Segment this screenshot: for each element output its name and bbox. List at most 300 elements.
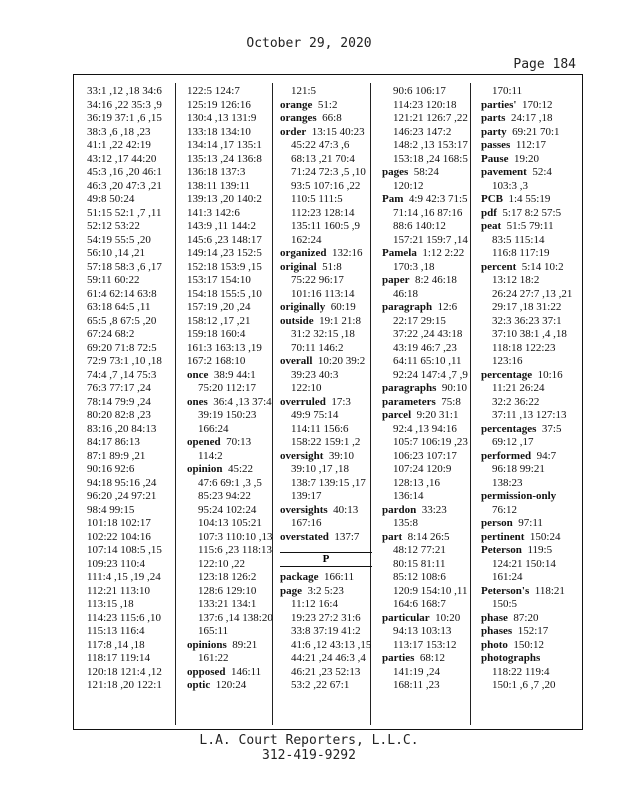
index-refs-line: 75:20 112:17: [198, 382, 256, 394]
index-refs-line: 154:18 155:5 ,10: [187, 287, 262, 300]
index-term: performed: [481, 449, 532, 462]
index-refs-line: 90:6 106:17: [393, 85, 446, 97]
index-refs-line: 109:23 110:4: [87, 557, 145, 570]
index-refs: 120:24: [215, 679, 247, 691]
index-refs-line: 85:23 94:22: [198, 490, 251, 502]
index-entry: [280, 531, 375, 545]
index-term: pages: [382, 166, 409, 178]
index-refs-line: 105:7 106:19 ,23: [393, 436, 468, 448]
word-index-box: [73, 74, 583, 730]
index-column-4: [382, 85, 477, 693]
index-refs-line: 96:18 99:21: [492, 463, 545, 475]
index-refs-line: 153:18 ,24 168:5: [393, 152, 468, 165]
index-entry: [382, 396, 477, 410]
index-refs-line: 87:1 89:9 ,21: [87, 449, 146, 462]
index-refs: 5:14 10:2: [521, 260, 564, 273]
index-refs-line: 74:4 ,7 ,14 75:3: [87, 368, 157, 381]
index-term: overstated: [280, 530, 329, 543]
index-refs-line: 83:5 115:14: [492, 233, 545, 246]
index-term: Pam: [382, 193, 404, 205]
index-term: parties: [382, 652, 415, 664]
index-term: part: [382, 530, 403, 543]
index-refs-line: 118:17 119:14: [87, 652, 151, 664]
index-refs-line: 92:24 147:4 ,7 ,9: [393, 368, 468, 381]
index-refs-line: 37:22 ,24 43:18: [393, 328, 463, 340]
index-refs-line: 69:12 ,17: [492, 436, 534, 448]
index-refs-line: 141:3 142:6: [187, 206, 240, 219]
index-refs-line: 64:11 65:10 ,11: [393, 355, 462, 367]
index-refs-line: 137:6 ,14 138:20: [198, 611, 273, 624]
page-number: Page 184: [513, 57, 576, 72]
index-refs: 39:10: [328, 449, 354, 462]
index-refs-line: 158:22 159:1 ,2: [291, 436, 361, 448]
index-refs-line: 76:3 77:17 ,24: [87, 382, 151, 394]
index-refs-line: 170:3 ,18: [393, 260, 435, 273]
index-term: pdf: [481, 206, 497, 219]
index-entry: [481, 450, 576, 464]
index-refs: 137:7: [334, 530, 360, 543]
index-refs-line: 125:19 126:16: [187, 98, 251, 111]
index-term: Peterson's: [481, 584, 530, 597]
index-entry: [280, 450, 375, 464]
index-refs: 1:12 2:22: [422, 247, 465, 259]
index-refs-line: 71:14 ,16 87:16: [393, 206, 463, 219]
index-refs-line: 13:12 18:2: [492, 274, 540, 286]
index-entry: [382, 274, 477, 288]
index-refs: 5:17 8:2 57:5: [502, 206, 562, 219]
index-entry: [481, 126, 576, 140]
index-refs-line: 167:16: [291, 517, 322, 529]
index-refs: 51:5 79:11: [506, 220, 554, 232]
index-refs-line: 114:11 156:6: [291, 422, 349, 435]
index-refs-line: 111:4 ,15 ,19 ,24: [87, 571, 161, 583]
index-refs-line: 65:5 ,8 67:5 ,20: [87, 314, 157, 327]
index-refs: 4:9 42:3 71:5: [408, 193, 468, 205]
index-entry: [481, 166, 576, 180]
index-refs: 10:20 39:2: [317, 355, 366, 367]
index-refs-line: 161:3 163:13 ,19: [187, 341, 262, 354]
index-refs-line: 34:16 ,22 35:3 ,9: [87, 98, 162, 111]
index-term: opinion: [187, 463, 223, 475]
court-reporter-phone: 312-419-9292: [262, 748, 356, 763]
index-refs: 10:20: [435, 611, 461, 624]
index-refs: 19:1 21:8: [319, 314, 361, 327]
index-entry: [280, 355, 375, 369]
index-refs-line: 148:2 ,13 153:17: [393, 139, 468, 151]
index-refs-line: 110:5 111:5: [291, 193, 343, 205]
index-entry: [481, 652, 576, 666]
index-refs-line: 80:20 82:8 ,23: [87, 409, 151, 421]
index-refs-line: 78:14 79:9 ,24: [87, 395, 151, 408]
index-refs-line: 37:11 ,13 127:13: [492, 409, 567, 421]
index-term: photographs: [481, 652, 541, 664]
index-term: order: [280, 125, 307, 138]
index-refs-line: 106:23 107:17: [393, 449, 457, 462]
index-refs-line: 67:24 68:2: [87, 328, 135, 340]
index-term: oranges: [280, 112, 317, 124]
index-refs-line: 56:10 ,14 ,21: [87, 247, 146, 259]
index-refs-line: 136:14: [393, 490, 424, 502]
index-term: once: [187, 368, 209, 381]
index-entry: [280, 261, 375, 275]
index-refs: 9:20 31:1: [416, 409, 459, 421]
index-term: overruled: [280, 395, 326, 408]
index-refs-line: 104:13 105:21: [198, 517, 262, 529]
index-entry: [481, 99, 576, 113]
index-refs-line: 76:12: [492, 503, 518, 516]
index-term: pertinent: [481, 530, 525, 543]
index-term: paragraphs: [382, 382, 437, 394]
index-entry: [382, 531, 477, 545]
index-refs: 38:9 44:1: [213, 368, 256, 381]
index-entry: [382, 301, 477, 315]
index-refs-line: 101:18 102:17: [87, 517, 151, 529]
index-refs: 8:2 46:18: [415, 274, 457, 286]
index-refs: 13:15 40:23: [311, 125, 365, 138]
index-entry: [382, 652, 477, 666]
index-refs-line: 157:21 159:7 ,14: [393, 233, 468, 246]
index-term: oversights: [280, 503, 328, 516]
index-refs-line: 164:6 168:7: [393, 598, 446, 610]
index-entry: [280, 99, 375, 113]
index-refs: 17:3: [331, 395, 351, 408]
index-term: paragraph: [382, 301, 433, 313]
index-term: page: [280, 584, 302, 597]
index-refs: 12:6: [437, 301, 458, 313]
index-refs-line: 93:5 107:16 ,22: [291, 179, 361, 192]
transcript-date: October 29, 2020: [246, 36, 372, 51]
index-refs-line: 123:16: [492, 355, 523, 367]
index-refs-line: 149:14 ,23 152:5: [187, 247, 262, 259]
index-refs-line: 88:6 140:12: [393, 220, 446, 232]
index-entry: [382, 166, 477, 180]
index-entry: [280, 571, 375, 585]
index-refs: 69:21 70:1: [512, 125, 560, 138]
index-refs-line: 120:9 154:10 ,11: [393, 584, 468, 597]
index-refs-line: 54:19 55:5 ,20: [87, 233, 151, 246]
index-refs-line: 22:17 29:15: [393, 314, 446, 327]
index-term: phase: [481, 611, 508, 624]
index-refs-line: 46:21 ,23 52:13: [291, 665, 361, 678]
index-refs-line: 75:22 96:17: [291, 274, 344, 286]
index-refs: 152:17: [517, 625, 549, 637]
index-term: package: [280, 571, 319, 583]
index-refs: 66:8: [322, 112, 342, 124]
index-refs-line: 41:6 ,12 43:13 ,15: [291, 638, 372, 651]
index-refs-line: 70:11 146:2: [291, 341, 344, 354]
index-refs: 51:8: [322, 260, 342, 273]
index-term: outside: [280, 314, 314, 327]
index-term: Pamela: [382, 247, 417, 259]
index-refs-line: 69:20 71:8 72:5: [87, 341, 157, 354]
index-refs-line: 130:4 ,13 131:9: [187, 112, 257, 124]
index-entry: [187, 436, 282, 450]
index-refs-line: 107:3 110:10 ,13: [198, 530, 273, 543]
index-refs-line: 29:17 ,18 31:22: [492, 301, 562, 313]
index-entry: [382, 612, 477, 626]
index-refs-line: 114:23 120:18: [393, 98, 457, 111]
index-refs-line: 161:22: [198, 652, 229, 664]
index-refs: 33:23: [421, 503, 447, 516]
index-entry: [382, 193, 477, 207]
index-refs-line: 124:21 150:14: [492, 557, 556, 570]
index-term: overall: [280, 355, 313, 367]
index-term: Peterson: [481, 544, 522, 556]
index-refs-line: 39:10 ,17 ,18: [291, 463, 350, 475]
index-refs-line: 123:18 126:2: [198, 571, 257, 583]
index-refs: 24:17 ,18: [510, 112, 553, 124]
index-refs-line: 26:24 27:7 ,13 ,21: [492, 287, 573, 300]
index-refs-line: 39:19 150:23: [198, 409, 257, 421]
index-refs-line: 139:13 ,20 140:2: [187, 193, 262, 205]
section-letter: P: [280, 552, 372, 567]
index-refs-line: 153:17 154:10: [187, 274, 251, 286]
index-entry: [481, 585, 576, 599]
index-entry: [481, 112, 576, 126]
index-entry: [280, 126, 375, 140]
index-refs-line: 138:7 139:15 ,17: [291, 476, 366, 489]
index-refs-line: 38:3 ,6 ,18 ,23: [87, 125, 151, 138]
index-entry: [187, 679, 282, 693]
index-refs-line: 115:13 116:4: [87, 625, 145, 637]
index-refs-line: 19:23 27:2 31:6: [291, 611, 361, 624]
index-term: particular: [382, 611, 430, 624]
index-refs-line: 90:16 92:6: [87, 463, 135, 475]
index-term: passes: [481, 139, 511, 151]
index-refs-line: 168:11 ,23: [393, 679, 440, 691]
index-refs-line: 146:23 147:2: [393, 125, 452, 138]
index-refs-line: 95:24 102:24: [198, 503, 257, 516]
index-refs: 19:20: [514, 152, 540, 165]
index-refs: 119:5: [527, 544, 553, 556]
index-refs: 36:4 ,13 37:4: [213, 395, 272, 408]
index-entry: [481, 207, 576, 221]
index-refs-line: 157:19 ,20 ,24: [187, 301, 251, 313]
index-entry: [280, 504, 375, 518]
index-refs-line: 43:12 ,17 44:20: [87, 152, 157, 165]
index-entry: [382, 382, 477, 396]
index-column-2: [187, 85, 282, 693]
index-refs: 8:14 26:5: [407, 530, 450, 543]
index-refs-line: 41:1 ,22 42:19: [87, 139, 151, 151]
index-refs-line: 92:4 ,13 94:16: [393, 422, 457, 435]
index-refs: 58:24: [413, 166, 439, 178]
index-entry: [481, 153, 576, 167]
index-refs-line: 33:8 37:19 41:2: [291, 625, 361, 637]
index-entry: [280, 301, 375, 315]
index-refs-line: 11:12 16:4: [291, 598, 338, 610]
index-entry: [481, 544, 576, 558]
index-refs-line: 122:5 124:7: [187, 85, 240, 97]
index-refs-line: 94:13 103:13: [393, 625, 452, 637]
index-refs-line: 102:22 104:16: [87, 530, 151, 543]
index-refs-line: 170:11: [492, 85, 523, 97]
index-refs-line: 107:14 108:5 ,15: [87, 544, 162, 556]
index-refs-line: 121:18 ,20 122:1: [87, 679, 162, 691]
index-term: party: [481, 125, 507, 138]
index-entry: [382, 504, 477, 518]
index-refs: 70:13: [226, 436, 252, 448]
index-refs-line: 44:21 ,24 46:3 ,4: [291, 652, 366, 664]
index-refs-line: 162:24: [291, 233, 322, 246]
index-entry: [481, 639, 576, 653]
court-reporter-name: L.A. Court Reporters, L.L.C.: [199, 733, 419, 748]
index-term: percentages: [481, 422, 537, 435]
index-refs-line: 107:24 120:9: [393, 463, 452, 475]
index-refs: 90:10: [441, 382, 467, 394]
index-refs-line: 112:23 128:14: [291, 206, 355, 219]
index-refs-line: 11:21 26:24: [492, 382, 545, 394]
index-refs-line: 47:6 69:1 ,3 ,5: [198, 476, 262, 489]
index-refs-line: 53:2 ,22 67:1: [291, 679, 350, 691]
index-refs-line: 43:19 46:7 ,23: [393, 341, 457, 354]
index-term: person: [481, 517, 513, 529]
index-entry: [280, 315, 375, 329]
index-refs-line: 135:13 ,24 136:8: [187, 152, 262, 165]
index-term: parcel: [382, 409, 412, 421]
index-refs: 112:17: [515, 139, 546, 151]
index-refs-line: 71:24 72:3 ,5 ,10: [291, 166, 366, 178]
index-refs-line: 141:19 ,24: [393, 665, 441, 678]
index-refs-line: 49:8 50:24: [87, 193, 135, 205]
reporter-footer: [0, 733, 618, 763]
index-entry: [280, 247, 375, 261]
index-refs-line: 143:9 ,11 144:2: [187, 220, 256, 232]
index-entry: [187, 666, 282, 680]
index-term: opened: [187, 436, 221, 448]
index-refs-line: 135:8: [393, 517, 419, 529]
index-refs-line: 80:15 81:11: [393, 557, 446, 570]
index-term: opinions: [187, 638, 227, 651]
index-refs-line: 133:18 134:10: [187, 125, 251, 138]
index-term: pavement: [481, 166, 527, 178]
index-term: optic: [187, 679, 211, 691]
index-refs-line: 120:18 121:4 ,12: [87, 665, 162, 678]
index-refs-line: 84:17 86:13: [87, 436, 140, 448]
index-entry: [187, 463, 282, 477]
index-entry: [481, 423, 576, 437]
index-term: oversight: [280, 449, 324, 462]
index-term: ones: [187, 395, 208, 408]
index-term: parts: [481, 112, 506, 124]
index-refs-line: 161:24: [492, 571, 523, 583]
index-refs-line: 33:1 ,12 ,18 34:6: [87, 85, 162, 97]
index-column-1: [87, 85, 182, 693]
index-refs: 89:21: [232, 638, 258, 651]
index-term: parameters: [382, 395, 436, 408]
index-refs-line: 72:9 73:1 ,10 ,18: [87, 355, 162, 367]
index-refs-line: 150:1 ,6 ,7 ,20: [492, 679, 556, 691]
index-term: pardon: [382, 503, 417, 516]
index-refs: 52:4: [532, 166, 552, 178]
index-refs-line: 112:21 113:10: [87, 584, 151, 597]
index-column-3: [280, 85, 375, 693]
index-term: original: [280, 260, 317, 273]
index-refs: 45:22: [227, 463, 254, 475]
index-refs-line: 138:23: [492, 476, 523, 489]
index-refs-line: 52:12 53:22: [87, 220, 140, 232]
index-term: parties': [481, 98, 517, 111]
index-entry: [187, 369, 282, 383]
index-refs-line: 121:5: [291, 85, 317, 97]
index-refs-line: 134:14 ,17 135:1: [187, 139, 262, 151]
index-refs-line: 49:9 75:14: [291, 409, 339, 421]
index-entry: [481, 369, 576, 383]
index-refs-line: 133:21 134:1: [198, 598, 257, 610]
index-refs-line: 37:10 38:1 ,4 ,18: [492, 328, 567, 340]
index-refs-line: 138:11 139:11: [187, 179, 251, 192]
index-refs-line: 103:3 ,3: [492, 179, 529, 192]
index-refs-line: 166:24: [198, 422, 229, 435]
index-term: percentage: [481, 368, 533, 381]
index-entry: [382, 247, 477, 261]
index-refs-line: 36:19 37:1 ,6 ,15: [87, 112, 162, 124]
index-refs: 10:16: [537, 368, 563, 381]
index-refs-line: 118:18 122:23: [492, 341, 556, 354]
index-refs-line: 117:8 ,14 ,18: [87, 638, 145, 651]
index-refs: 97:11: [518, 517, 543, 529]
index-refs: 75:8: [441, 395, 461, 408]
index-refs: 37:5: [541, 422, 562, 435]
index-refs: 68:12: [419, 652, 445, 664]
index-refs-line: 32:3 36:23 37:1: [492, 314, 562, 327]
index-refs-line: 98:4 99:15: [87, 503, 135, 516]
index-refs-line: 61:4 62:14 63:8: [87, 287, 157, 300]
index-refs-line: 39:23 40:3: [291, 368, 339, 381]
index-refs-line: 96:20 ,24 97:21: [87, 490, 157, 502]
index-entry: [280, 112, 375, 126]
index-refs-line: 46:3 ,20 47:3 ,21: [87, 179, 162, 192]
index-entry: [481, 193, 576, 207]
index-refs-line: 159:18 160:4: [187, 328, 246, 340]
index-refs-line: 51:15 52:1 ,7 ,11: [87, 206, 162, 219]
index-refs-line: 63:18 64:5 ,11: [87, 301, 151, 313]
index-refs: 150:24: [529, 530, 561, 543]
index-entry: [481, 490, 576, 504]
index-entry: [481, 261, 576, 275]
index-refs: 51:2: [317, 98, 338, 111]
index-refs-line: 113:17 153:12: [393, 638, 457, 651]
index-refs-line: 135:11 160:5 ,9: [291, 220, 360, 232]
index-entry: [481, 220, 576, 234]
index-entry: [187, 396, 282, 410]
index-term: Pause: [481, 152, 509, 165]
index-refs-line: 85:12 108:6: [393, 571, 446, 583]
index-entry: [481, 139, 576, 153]
index-refs-line: 122:10: [291, 382, 322, 394]
index-entry: [481, 531, 576, 545]
index-refs: 150:12: [513, 638, 544, 651]
index-refs-line: 94:18 95:16 ,24: [87, 476, 157, 489]
index-refs-line: 120:12: [393, 179, 424, 192]
index-refs-line: 68:13 ,21 70:4: [291, 152, 355, 165]
index-refs-line: 48:12 77:21: [393, 544, 446, 556]
index-refs: 170:12: [521, 98, 553, 111]
index-refs: 94:7: [536, 449, 557, 462]
index-refs-line: 158:12 ,17 ,21: [187, 314, 251, 327]
index-term: opposed: [187, 665, 226, 678]
index-refs: 1:4 55:19: [508, 193, 551, 205]
index-entry: [481, 625, 576, 639]
index-term: phases: [481, 625, 513, 637]
index-entry: [382, 409, 477, 423]
index-entry: [481, 612, 576, 626]
index-refs-line: 114:2: [198, 449, 223, 462]
index-refs-line: 139:17: [291, 490, 322, 502]
index-refs-line: 57:18 58:3 ,6 ,17: [87, 260, 162, 273]
index-refs-line: 150:5: [492, 598, 518, 610]
index-refs-line: 45:3 ,16 ,20 46:1: [87, 166, 162, 178]
